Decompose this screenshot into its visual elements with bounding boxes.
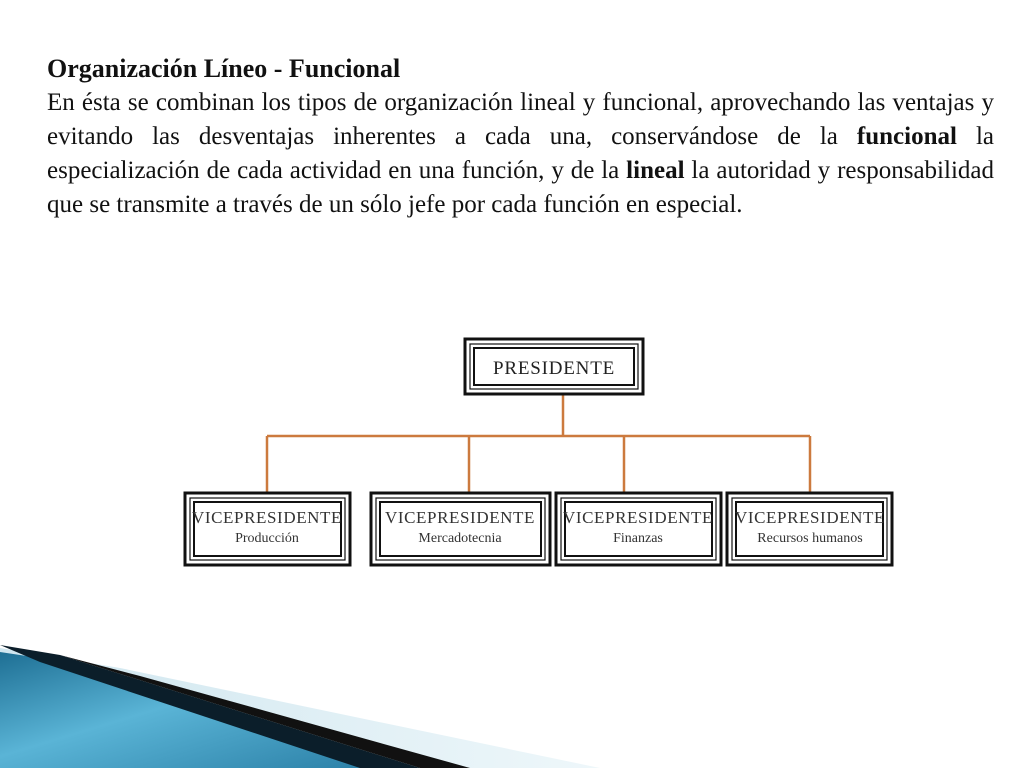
slide-heading: Organización Líneo - Funcional bbox=[47, 54, 401, 83]
org-node-vp-finanzas bbox=[556, 493, 721, 565]
swoosh-dark-stripe bbox=[0, 645, 420, 768]
paragraph-text-1: En ésta se combinan los tipos de organización lineal y funcional, aprovechando las ventajas y evitando las desventajas inherentes a cada una, conservándose de la bbox=[47, 89, 994, 150]
org-node-vp-finanzas-title: VICEPRESIDENTE bbox=[562, 508, 714, 527]
swoosh-pale-band bbox=[0, 648, 600, 768]
org-node-vp-produccion bbox=[185, 493, 350, 565]
org-node-vp-recursos-humanos-area: Recursos humanos bbox=[757, 531, 863, 546]
swoosh-dark-wedge bbox=[60, 655, 470, 768]
org-node-vp-recursos-humanos bbox=[727, 493, 892, 565]
org-chart-connectors bbox=[267, 394, 810, 495]
org-node-vp-produccion-area: Producción bbox=[235, 531, 299, 546]
org-node-vp-finanzas-area: Finanzas bbox=[613, 531, 663, 546]
org-node-presidente bbox=[465, 339, 643, 394]
org-node-vp-mercadotecnia-title: VICEPRESIDENTE bbox=[384, 508, 536, 527]
paragraph-bold-funcional: funcional bbox=[856, 123, 957, 150]
org-node-vp-produccion-title: VICEPRESIDENTE bbox=[191, 508, 343, 527]
paragraph-text-3: la autoridad y responsabilidad que se transmite a través de un sólo jefe por cada función en especial. bbox=[47, 157, 994, 218]
org-node-vp-mercadotecnia bbox=[371, 493, 550, 565]
org-node-vp-mercadotecnia-area: Mercadotecnia bbox=[418, 531, 502, 546]
paragraph-text-2: la especialización de cada actividad en una función, y de la bbox=[47, 123, 994, 184]
swoosh-blue-band bbox=[0, 652, 385, 768]
org-node-vp-recursos-humanos-title: VICEPRESIDENTE bbox=[734, 508, 886, 527]
paragraph-bold-lineal: lineal bbox=[626, 157, 685, 184]
org-node-presidente-title: PRESIDENTE bbox=[493, 358, 615, 379]
